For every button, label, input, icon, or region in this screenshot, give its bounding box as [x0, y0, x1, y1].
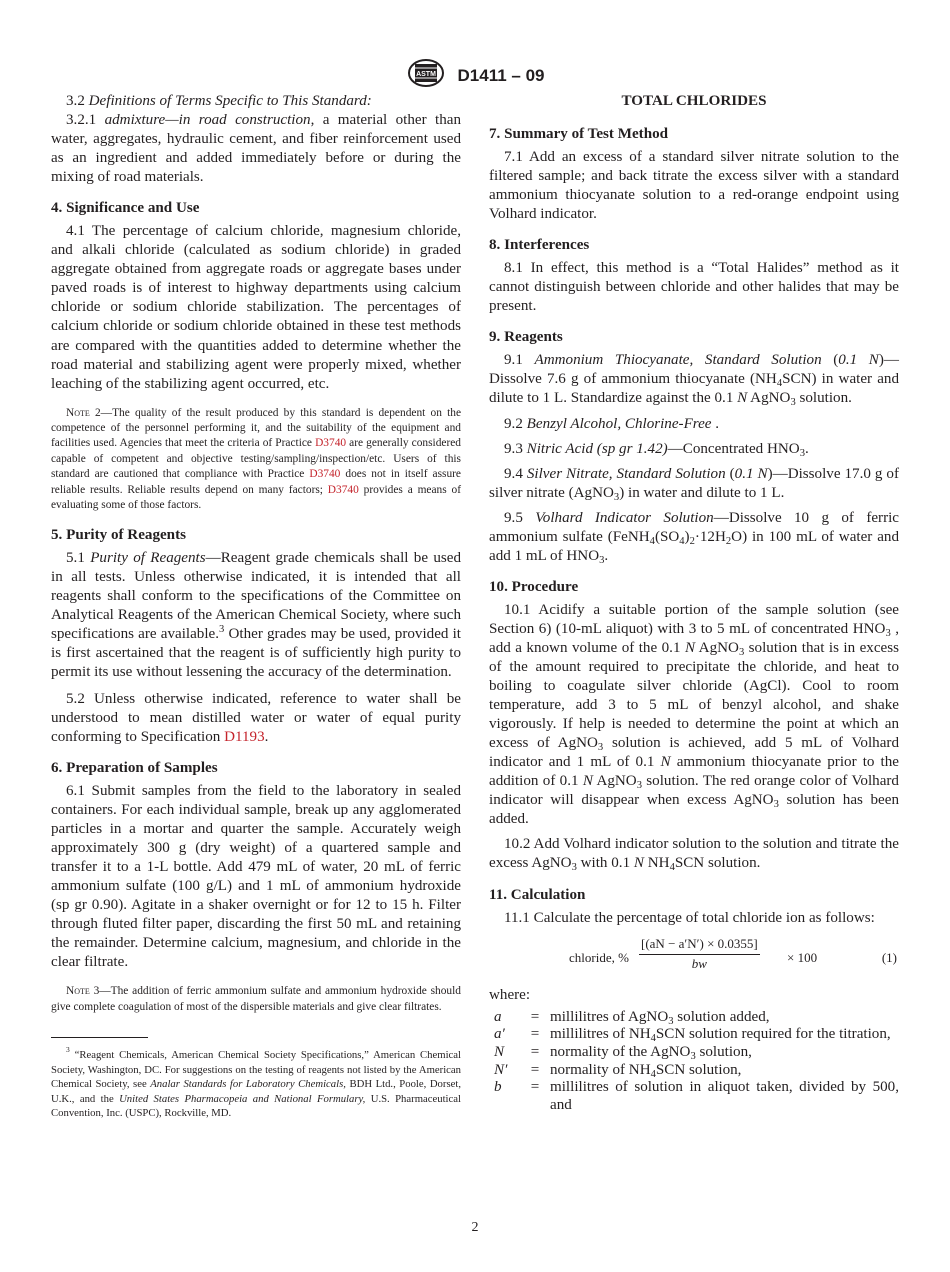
section-3-2-1: 3.2.1 admixture—in road construction, a material other than water, aggregates, hydraulic cement, and fiber reinforcement used as an ingredient and added immediately before or during the mixing of road materials.: [51, 112, 462, 186]
equation-1: [489, 936, 899, 976]
astm-logo: [406, 58, 446, 93]
equation-fraction: [639, 936, 760, 972]
link-d3740[interactable]: D3740: [315, 437, 347, 450]
definition-text: millilitres of $NH_4SCN$ solution required for the titration,: [550, 1026, 891, 1045]
page-number: 2: [471, 1220, 479, 1235]
definition-text: millilitres of AgNO$_3$ solution added,: [550, 1008, 770, 1027]
equation-numerator: [(aN − a′N′) × 0.0355]: [639, 936, 760, 955]
definition-symbol: N′: [494, 1061, 508, 1078]
definition-symbol: b: [494, 1079, 502, 1096]
link-d3740[interactable]: D3740: [327, 483, 359, 496]
definition-symbol: a: [494, 1008, 502, 1025]
footnote-marker: 3: [219, 623, 225, 635]
definition-row: [489, 1079, 899, 1114]
para-5-1: 5.1 Purity of Reagents—Reagent grade chemicals shall be used in all tests. Unless otherwise indicated, it is intended that all reagents shall conform to the specifications of the Committee on Analytical Reagents of the American Chemical Society, where such specifications are available.$^3$ Other grades may be used, provided it is first ascertained that the reagent is of sufficiently high purity to permit its use without lessening the accuracy of the determination.: [51, 549, 462, 680]
equation-number: (1): [881, 949, 897, 965]
para-9-3: 9.3 Nitric Acid (sp gr 1.42)—Concentrated $HNO_3$.: [504, 440, 809, 459]
footnote-3: $^3$ “Reagent Chemicals, American Chemical Society Specifications,” American Chemical Society, Washington, DC. For suggestions on the testing of reagents not listed by the American Chemical Society, see Analar Standards for Laboratory Chemicals, BDH Ltd., Poole, Dorset, U.K., and the United States Pharmacopeia and National Formulary, U.S. Pharmaceutical Convention, Inc. (USPC), Rockville, MD.: [51, 1045, 461, 1120]
link-d3740[interactable]: D3740: [309, 468, 341, 481]
definition-symbol: N: [494, 1044, 505, 1060]
heading-5: 5. Purity of Reagents: [51, 526, 186, 543]
heading-6: 6. Preparation of Samples: [51, 759, 218, 776]
definition-equals: =: [530, 1061, 540, 1078]
total-chlorides-title: TOTAL CHLORIDES: [621, 93, 767, 109]
para-9-2: 9.2 Benzyl Alcohol, Chlorine-Free .: [504, 415, 720, 432]
definition-row: [489, 1062, 899, 1080]
standard-designation: D1411 – 09: [457, 65, 545, 85]
definition-text: normality of $NH_4SCN$ solution,: [550, 1061, 742, 1080]
definition-text: millilitres of solution in aliquot taken, divided by 500, and: [550, 1079, 899, 1114]
right-column: [489, 92, 899, 1115]
where-label: where:: [489, 986, 531, 1003]
definition-row: [489, 1026, 899, 1044]
heading-9: 9. Reagents: [489, 329, 563, 346]
definition-text: normality of the AgNO$_3$ solution,: [550, 1044, 752, 1062]
definitions-table: [489, 1009, 899, 1115]
section-3-2: 3.2 Definitions of Terms Specific to This Standard:: [66, 93, 372, 109]
definition-row: [489, 1044, 899, 1062]
note-2: Note 2—The quality of the result produced by this standard is dependent on the competence of the personnel performing it, and the suitability of the equipment and facilities used. Agencies that meet the criteria of Practice D3740 are generally considered capable of competent and objective testing/sampling/inspection/etc. Users of this standard are cautioned that compliance with Practice D3740 does not in itself assure reliable results. Reliable results depend on many factors; D3740 provides a means of evaluating some of those factors.: [51, 406, 461, 512]
para-9-1: 9.1 Ammonium Thiocyanate, Standard Solution (0.1 N)—Dissolve 7.6 g of ammonium thiocyanate $(NH_4SCN)$ in water and dilute to 1 L. Standardize against the 0.1 N AgNO$_3$ solution.: [489, 352, 900, 409]
definition-symbol: a′: [494, 1026, 505, 1043]
para-5-2: 5.2 Unless otherwise indicated, reference to water shall be understood to mean distilled water or water of equal purity conforming to Specification D1193.: [51, 690, 461, 745]
heading-4: 4. Significance and Use: [51, 200, 200, 217]
equation-multiplier: × 100: [787, 949, 818, 965]
svg-text:ASTM: ASTM: [415, 71, 436, 78]
heading-11: 11. Calculation: [489, 886, 586, 903]
definition-equals: =: [530, 1079, 540, 1096]
definition-row: [489, 1009, 899, 1027]
note-3: Note 3—The addition of ferric ammonium sulfate and ammonium hydroxide should give complete coagulation of most of the dispersible materials and give clear filtrates.: [51, 985, 461, 1013]
para-9-4: 9.4 Silver Nitrate, Standard Solution (0.1 N)—Dissolve 17.0 g of silver nitrate (AgNO$_3$) in water and dilute to 1 L.: [489, 465, 899, 503]
definition-equals: =: [530, 1044, 540, 1060]
para-8-1: 8.1 In effect, this method is a “Total Halides” method as it cannot distinguish between chloride and other halides that may be present.: [489, 260, 899, 315]
equation-denominator: bw: [691, 955, 707, 971]
heading-7: 7. Summary of Test Method: [489, 126, 669, 143]
para-10-2: 10.2 Add Volhard indicator solution to the solution and titrate the excess AgNO$_3$ with 0.1 N $NH_4SCN$ solution.: [489, 836, 899, 874]
para-4-1: 4.1 The percentage of calcium chloride, magnesium chloride, and alkali chloride (calculated as sodium chloride) in graded aggregate obtained from aggregate roads or aggregate bases under paved roads is of interest to highway departments using calcium chloride or sodium chloride stabilization. The percentages of calcium chloride or sodium chloride obtained in these test methods are compared with the quantities added to determine whether the road material and stabilizing agent were properly mixed, whether leaching of the stabilizing agent occurred, etc.: [51, 223, 461, 392]
page-header: [0, 58, 950, 93]
heading-10: 10. Procedure: [489, 578, 579, 595]
para-9-5: 9.5 Volhard Indicator Solution—Dissolve 10 g of ferric ammonium sulfate $(FeNH_4(SO_4)_2\cdot 12H_2O)$ in 100 mL of water and add 1 mL of $HNO_3$.: [489, 509, 899, 566]
heading-8: 8. Interferences: [489, 237, 590, 254]
definition-equals: =: [530, 1008, 540, 1025]
left-column: [51, 92, 461, 1121]
para-10-1: 10.1 Acidify a suitable portion of the sample solution (see Section 6) (10-mL aliquot) with 3 to 5 mL of concentrated $HNO_3$ , add a known volume of the 0.1 N AgNO$_3$ solution that is in excess of the amount required to precipitate the chloride, and heat to boiling to coagulate silver chloride (AgCl). Cool to room temperature, add 3 to 5 mL of benzyl alcohol, and shake vigorously. If help is needed to determine the point at which an excess of AgNO$_3$ solution is achieved, add 5 mL of Volhard indicator and 1 mL of 0.1 N ammonium thiocyanate prior to the addition of 0.1 N AgNO$_3$ solution. The red orange color of Volhard indicator will disappear when excess AgNO$_3$ solution has been added.: [489, 601, 900, 828]
para-11-1: 11.1 Calculate the percentage of total chloride ion as follows:: [504, 909, 875, 926]
para-7-1: 7.1 Add an excess of a standard silver nitrate solution to the filtered sample; and back titrate the excess silver with a standard ammonium thiocyanate solution to a red-orange endpoint using Volhard indicator.: [489, 149, 899, 223]
para-6-1: 6.1 Submit samples from the field to the laboratory in sealed containers. For each individual sample, break up any agglomerated particles in a mortar and quarter the sample. Accurately weigh approximately 300 g (dry weight) of a quartered sample and transfer it to a 1-L bottle. Add 479 mL of water, 20 mL of ferric ammonium sulfate (100 g/L) and 1 mL of ammonium hydroxide (sp gr 0.90). Agitate in a shaker overnight or for 12 to 15 h. Filter through fluted filter paper, discarding the first 50 mL and retaining the remainder. Determine calcium, magnesium, and chloride in the clear filtrate.: [51, 782, 461, 971]
equation-label: chloride, %: [569, 949, 629, 965]
link-d1193[interactable]: D1193: [224, 728, 265, 745]
definition-equals: =: [530, 1026, 540, 1043]
